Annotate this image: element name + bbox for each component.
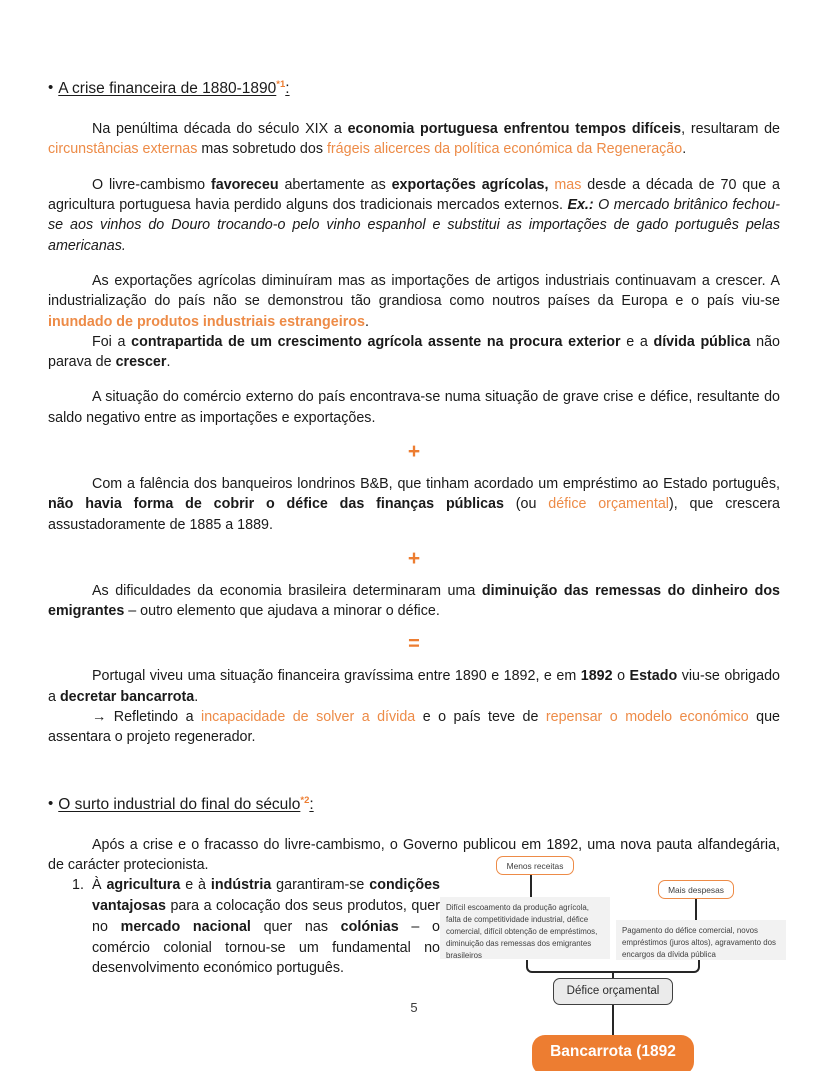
paragraph-2 — [48, 175, 780, 256]
p2-text-1: O livre-cambismo — [92, 176, 212, 193]
list-item-marker: 1. — [72, 877, 84, 894]
paragraph-4 — [48, 332, 780, 373]
page-content — [48, 0, 780, 979]
p1-bold-1: economia portuguesa enfrentou tempos difíceis — [347, 121, 682, 138]
p3-text-1: As exportações agrícolas diminuíram mas as importações de artigos industriais continuavam a crescer. A industrialização do país não se demonstrou tão grandiosa como noutros países da Europa e o país viu-se — [48, 272, 780, 310]
paragraph-7 — [48, 581, 780, 622]
paragraph-8 — [48, 666, 780, 707]
p8-text-3: viu-se obrigado a — [48, 668, 780, 705]
diagram-note-right: Pagamento do défice comercial, novos empréstimos (juros altos), agravamento dos encargos da dívida pública — [616, 920, 786, 960]
section-1-heading-colon: : — [285, 80, 290, 97]
section-2-heading-text: O surto industrial do final do século — [58, 795, 301, 813]
li1-bold-5: colónias — [340, 918, 399, 935]
p1-text-4: . — [682, 141, 687, 158]
li1-bold-1: agricultura — [106, 877, 181, 894]
li1-bold-4: mercado nacional — [120, 918, 251, 935]
paragraph-6 — [48, 474, 780, 535]
p8-bold-3: decretar bancarrota — [59, 688, 195, 705]
p9-text-2: e o país teve de — [415, 709, 546, 726]
p2-text-2: abertamente as — [278, 176, 392, 193]
li1-text-1: À — [92, 877, 107, 894]
li1-text-4: para a colocação dos seus produtos, quer no — [92, 898, 440, 935]
p4-text-3: não parava de — [48, 333, 781, 371]
p7-text-1: As dificuldades da economia brasileira determinaram uma — [92, 582, 482, 599]
diagram-connector-right-pill — [695, 899, 697, 920]
p3-text-2: . — [364, 313, 369, 330]
p4-text-2: e a — [620, 333, 654, 350]
p2-italic-2: O mercado britânico fechou-se aos vinhos do Douro trocando-o pelo vinho espanhol e substitui as importações de gado português pelas americanas. — [48, 197, 781, 254]
page-number: 5 — [410, 1000, 418, 1015]
arrow-icon: → — [92, 709, 107, 726]
section-2-footnote-marker: *2 — [300, 794, 310, 806]
s2p1-text-1: Após a crise e o fracasso do livre-cambismo, o Governo publicou em 1892, uma nova pauta alfandegária, de carácter protecionista. — [48, 836, 780, 874]
p6-orange-1: défice orçamental — [548, 496, 669, 513]
p8-text-1: Portugal viveu uma situação financeira gravíssima entre 1890 e 1892, e em — [92, 668, 581, 685]
p6-text-3: ), que crescera assustadoramente de 1885 a 1889. — [48, 496, 781, 533]
p1-orange-1: circunstâncias externas — [48, 141, 198, 158]
p9-text-1: Refletindo a — [106, 709, 202, 726]
crisis-flow-diagram — [440, 848, 800, 1071]
p5-text-1: A situação do comércio externo do país encontrava-se numa situação de grave crise e défice, resultante do saldo negativo entre as importações e exportações. — [48, 389, 780, 426]
p2-bold-2: exportações agrícolas, — [391, 176, 549, 193]
p4-text-1: Foi a — [92, 333, 132, 350]
operator-plus-1: + — [407, 440, 421, 463]
li1-text-5: quer nas — [250, 918, 341, 935]
section-2-heading — [48, 794, 780, 815]
diagram-note-left: Difícil escoamento da produção agrícola, falta de competitividade industrial, défice comercial, difícil obtenção de empréstimos, diminuição das remessas dos emigrantes brasileiros — [440, 897, 610, 959]
bullet-icon: • — [48, 794, 54, 812]
p6-text-2: (ou — [503, 496, 549, 513]
operator-plus-2: + — [407, 546, 421, 570]
section-1-heading — [48, 78, 780, 99]
p1-text-2: , resultaram de — [681, 121, 781, 138]
numbered-list — [48, 875, 440, 979]
p2-bold-1: favoreceu — [211, 176, 279, 193]
p7-bold-1: diminuição das remessas do dinheiro dos emigrantes — [48, 582, 781, 620]
diagram-node-mais-despesas: Mais despesas — [658, 880, 734, 899]
diagram-node-defice-orcamental: Défice orçamental — [553, 978, 673, 1005]
diagram-node-menos-receitas: Menos receitas — [496, 856, 574, 875]
p2-text-3: desde a década de 70 que a agricultura portuguesa havia perdido alguns dos tradicionais mercados externos. — [48, 176, 780, 214]
list-item — [48, 875, 440, 979]
p8-text-2: o — [612, 668, 630, 685]
p1-text-1: Na penúltima década do século XIX a — [92, 121, 348, 138]
li1-text-2: e à — [180, 877, 211, 894]
li1-text-3: garantiram-se — [271, 877, 370, 894]
li1-bold-3: condições vantajosas — [92, 877, 440, 915]
p6-text-1: Com a falência dos banqueiros londrinos B&B, que tinham acordado um empréstimo ao Estado português, — [92, 476, 780, 492]
p8-text-4: . — [194, 688, 199, 705]
paragraph-1 — [48, 119, 780, 160]
p9-orange-1: incapacidade de solver a dívida — [201, 709, 416, 726]
li1-text-6: – o comércio colonial tornou-se um fundamental no desenvolvimento económico português. — [92, 918, 440, 977]
paragraph-9 — [48, 707, 780, 748]
operator-equals: = — [408, 633, 420, 656]
p9-text-3: que assentara o projeto regenerador. — [48, 709, 781, 746]
p6-bold-1: não havia forma de cobrir o défice das finanças públicas — [48, 496, 504, 513]
p2-italic-1: Ex.: — [567, 197, 594, 214]
diagram-node-bancarrota: Bancarrota (1892 — [532, 1035, 694, 1071]
p7-text-2: – outro elemento que ajudava a minorar o défice. — [124, 603, 440, 620]
li1-bold-2: indústria — [210, 877, 272, 894]
section-1-heading-text: A crise financeira de 1880-1890 — [58, 80, 277, 97]
p9-orange-2: repensar o modelo económico — [545, 709, 749, 726]
bullet-icon: • — [48, 79, 54, 96]
p8-bold-1: 1892 — [580, 668, 613, 685]
p4-bold-3: crescer — [115, 354, 167, 371]
section-2-heading-colon: : — [309, 795, 314, 813]
paragraph-5 — [48, 387, 780, 428]
p4-bold-2: dívida pública — [653, 333, 751, 350]
section-1-footnote-marker: *1 — [276, 78, 286, 90]
paragraph-3 — [48, 271, 780, 332]
diagram-connector-bottom-stem — [612, 1005, 614, 1035]
p1-orange-2: frágeis alicerces da política económica da Regeneração — [326, 141, 683, 158]
diagram-connector-left-pill — [530, 875, 532, 897]
p2-orange-1: mas — [548, 176, 582, 193]
p4-text-4: . — [166, 354, 171, 371]
p8-bold-2: Estado — [629, 668, 678, 685]
p1-text-3: mas sobretudo dos — [197, 141, 327, 158]
p4-bold-1: contrapartida de um crescimento agrícola assente na procura exterior — [131, 333, 621, 350]
p3-orange-1: inundado de produtos industriais estrangeiros — [48, 313, 365, 330]
